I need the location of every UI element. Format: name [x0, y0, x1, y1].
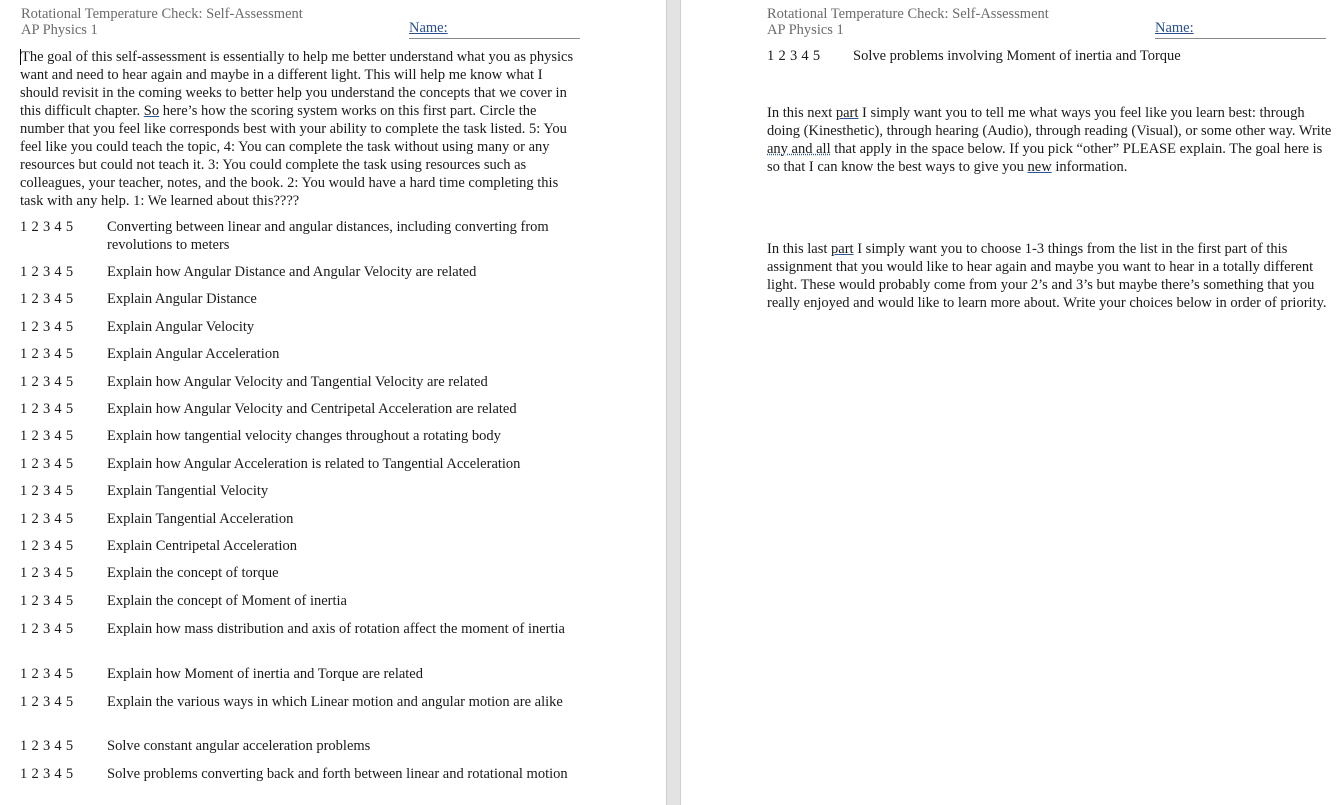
- document-page-right: [681, 0, 1342, 805]
- rating-scale[interactable]: 1 2 3 4 5: [20, 319, 74, 335]
- rating-scale[interactable]: 1 2 3 4 5: [767, 48, 821, 64]
- rating-scale[interactable]: 1 2 3 4 5: [20, 483, 74, 499]
- task-label: Solve problems converting back and forth between linear and rotational motion: [107, 766, 568, 782]
- task-label: Explain the concept of Moment of inertia: [107, 593, 347, 609]
- rating-scale[interactable]: 1 2 3 4 5: [20, 401, 74, 417]
- task-label: Explain how Angular Velocity and Centripetal Acceleration are related: [107, 401, 517, 417]
- rating-scale[interactable]: 1 2 3 4 5: [20, 456, 74, 472]
- name-field[interactable]: [1155, 20, 1326, 39]
- course-label: AP Physics 1: [767, 22, 844, 38]
- rating-scale[interactable]: 1 2 3 4 5: [20, 219, 74, 235]
- priority-choices-paragraph: In this last part I simply want you to choose 1-3 things from the list in the first part of this assignment that you would like to hear again and maybe you want to hear in a totally different light. These would probably come from your 2’s and 3’s but maybe there’s something that you really enjoyed and would like to learn more about. Write your choices below in order of priority.: [767, 241, 1327, 311]
- task-label: Explain Angular Velocity: [107, 319, 255, 335]
- rating-scale[interactable]: 1 2 3 4 5: [20, 428, 74, 444]
- task-label: Explain how Angular Distance and Angular Velocity are related: [107, 264, 477, 280]
- task-label: Explain Tangential Velocity: [107, 483, 269, 499]
- task-label: Explain how tangential velocity changes throughout a rotating body: [107, 428, 501, 444]
- task-label: Explain how Angular Velocity and Tangential Velocity are related: [107, 374, 488, 390]
- rating-scale[interactable]: 1 2 3 4 5: [20, 264, 74, 280]
- rating-scale[interactable]: 1 2 3 4 5: [20, 565, 74, 581]
- task-label: Solve constant angular acceleration problems: [107, 738, 371, 754]
- document-page-left: [0, 0, 666, 805]
- task-label: Explain how Moment of inertia and Torque are related: [107, 666, 423, 682]
- name-label: Name:: [1155, 20, 1194, 36]
- rating-scale[interactable]: 1 2 3 4 5: [20, 291, 74, 307]
- rating-scale[interactable]: 1 2 3 4 5: [20, 593, 74, 609]
- task-label: Explain Centripetal Acceleration: [107, 538, 298, 554]
- task-label: Explain the various ways in which Linear motion and angular motion are alike: [107, 694, 563, 710]
- learning-style-paragraph: In this next part I simply want you to tell me what ways you feel like you learn best: through doing (Kinesthetic), through hearing (Audio), through reading (Visual), or some other way. Write any and all that apply in the space below. If you pick “other” PLEASE explain. The goal here is so that I can know the best ways to give you new information.: [767, 105, 1332, 175]
- rating-scale[interactable]: 1 2 3 4 5: [20, 666, 74, 682]
- intro-paragraph: The goal of this self-assessment is essentially to help me better understand what you as physics want and need to hear again and maybe in a different light. This will help me know what I should revisit in the coming weeks to better help you understand the concepts that we cover in this difficult chapter. So here’s how the scoring system works on this first part. Circle the number that you feel like corresponds best with your ability to complete the task listed. 5: You feel like you could teach the topic, 4: You can complete the task without using many or any resources but could not teach it. 3: You could complete the task using resources such as colleagues, your teacher, notes, and the book. 2: You would have a hard time completing this task with any help. 1: We learned about this????: [20, 49, 574, 209]
- rating-scale[interactable]: 1 2 3 4 5: [20, 621, 74, 637]
- task-label: Explain Tangential Acceleration: [107, 511, 294, 527]
- rating-scale[interactable]: 1 2 3 4 5: [20, 511, 74, 527]
- rating-scale[interactable]: 1 2 3 4 5: [20, 538, 74, 554]
- page-gutter: [666, 0, 681, 805]
- course-label: AP Physics 1: [21, 22, 98, 38]
- task-label: Solve problems involving Moment of inertia and Torque: [853, 48, 1181, 64]
- task-label: Explain Angular Distance: [107, 291, 257, 307]
- task-label: Converting between linear and angular distances, including converting from revolutions to meters: [107, 219, 549, 253]
- rating-scale[interactable]: 1 2 3 4 5: [20, 738, 74, 754]
- name-field[interactable]: [409, 20, 580, 39]
- task-label: Explain the concept of torque: [107, 565, 279, 581]
- task-label: Explain how mass distribution and axis of rotation affect the moment of inertia: [107, 621, 565, 637]
- rating-scale[interactable]: 1 2 3 4 5: [20, 346, 74, 362]
- task-label: Explain how Angular Acceleration is related to Tangential Acceleration: [107, 456, 521, 472]
- rating-scale[interactable]: 1 2 3 4 5: [20, 766, 74, 782]
- rating-scale[interactable]: 1 2 3 4 5: [20, 694, 74, 710]
- name-label: Name:: [409, 20, 448, 36]
- rating-scale[interactable]: 1 2 3 4 5: [20, 374, 74, 390]
- task-label: Explain Angular Acceleration: [107, 346, 280, 362]
- document-title: Rotational Temperature Check: Self-Assessment: [767, 6, 1049, 22]
- document-title: Rotational Temperature Check: Self-Assessment: [21, 6, 303, 22]
